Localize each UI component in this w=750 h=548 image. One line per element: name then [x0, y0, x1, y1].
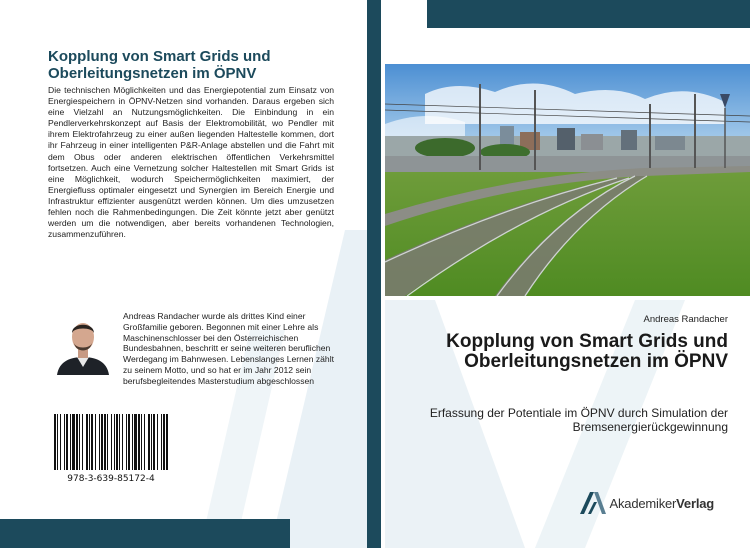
front-top-bar [427, 0, 750, 28]
barcode-bar [104, 414, 106, 470]
barcode-bar [91, 414, 93, 470]
barcode-bar [148, 414, 150, 470]
publisher-name-part2: Verlag [676, 495, 714, 511]
barcode-bar [66, 414, 68, 470]
barcode-bar [79, 414, 80, 470]
back-title: Kopplung von Smart Grids und Oberleitungsnetzen im ÖPNV [48, 48, 271, 82]
barcode-bar [166, 414, 168, 470]
barcode-bar [95, 414, 96, 470]
barcode-bar [161, 414, 162, 470]
front-subtitle: Erfassung der Potentiale im ÖPNV durch Simulation der Bremsenergierückgewinnung [429, 406, 728, 434]
barcode-bar [89, 414, 90, 470]
barcode-bar [122, 414, 123, 470]
publisher-logo [580, 490, 714, 516]
barcode-bar [132, 414, 133, 470]
barcode-bar [157, 414, 158, 470]
barcode-bar [151, 414, 152, 470]
barcode-bar [86, 414, 88, 470]
barcode-bar [144, 414, 145, 470]
barcode-bar [70, 414, 71, 470]
barcode-bar [128, 414, 130, 470]
front-cover [385, 0, 750, 548]
barcode-bar [153, 414, 155, 470]
back-cover [0, 0, 367, 548]
barcode-bar [60, 414, 61, 470]
barcode-bar [54, 414, 56, 470]
cover-photo [385, 64, 750, 296]
publisher-name [610, 496, 714, 511]
barcode-bar [138, 414, 140, 470]
barcode-bar [163, 414, 165, 470]
barcode-bar [64, 414, 65, 470]
publisher-name-part1: Akademiker [609, 495, 677, 511]
barcode-bar [141, 414, 142, 470]
barcode-bar [116, 414, 118, 470]
barcode-bar [114, 414, 115, 470]
barcode-bar [119, 414, 120, 470]
back-bottom-bar [0, 519, 290, 548]
barcode-icon [52, 414, 170, 470]
spine [367, 0, 381, 548]
akademikerverlag-logo-icon [580, 492, 606, 514]
barcode-bar [76, 414, 78, 470]
barcode-bar [134, 414, 137, 470]
barcode-bar [107, 414, 108, 470]
barcode-bar [82, 414, 83, 470]
front-author: Andreas Randacher [643, 314, 728, 325]
barcode-bar [101, 414, 103, 470]
barcode-bar [126, 414, 127, 470]
barcode-bar [72, 414, 75, 470]
barcode-bar [99, 414, 100, 470]
back-description: Die technischen Möglichkeiten und das Energiepotential zum Einsatz von Energiespeichern in ÖPNV-Netzen sind vorhanden. Daraus ergeben sich eine Vielzahl an Nutzungsmöglichkeiten. Die Einbindung in ein Pendlerverkehrskonzept auf Basis der Elektromobilität, wo Pendler mit ihrem Elektrofahrzeug zu einer außen liegenden Haltestelle kommen, dort ihr Fahrzeug in einer intelligenten P&R-Anlage abstellen und die Fahrt mit dem Obus oder anderen elektrischen öffentlichen Verkehrsmittel fortsetzen. Auch eine Vernetzung solcher Haltestellen mit Smart Grids ist eine Möglichkeit, wodurch Speichermöglichkeiten maximiert, der Energiefluss optimaler eingesetzt und Synergien im Bereich Energie und Infrastruktur effizienter ausgenützt werden können. Um dies umzusetzen fehlen noch die Rahmenbedingungen. Die Zeit könnte jetzt aber genützt werden um die notwendigen, aber bereits vorhandenen Technologien, zusammenzuführen. [48, 85, 334, 240]
front-title: Kopplung von Smart Grids und Oberleitungsnetzen im ÖPNV [446, 331, 728, 372]
barcode-bar [111, 414, 112, 470]
barcode-bar [57, 414, 58, 470]
author-photo [55, 313, 111, 375]
author-bio: Andreas Randacher wurde als drittes Kind einer Großfamilie geboren. Begonnen mit einer Lehre als Maschinenschlosser bei den Österreichischen Bundesbahnen, beschritt er seine weiteren beruflichen Werdegang im Bahnwesen. Lebenslanges Lernen zählt zu seinem Motto, und so hat er im Jahr 2012 sein berufsbegleitendes Masterstudium abgeschlossen [123, 311, 335, 386]
isbn-number: 978-3-639-85172-4 [67, 474, 155, 484]
